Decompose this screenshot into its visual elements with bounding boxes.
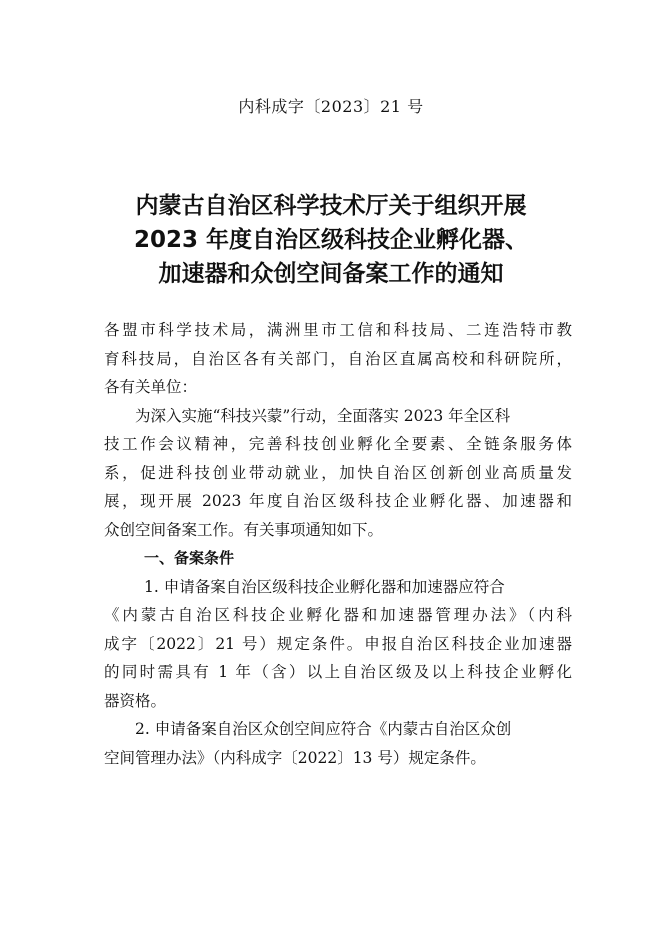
body-line: 空间管理办法》（内科成字〔2022〕13 号）规定条件。 (104, 748, 486, 767)
body-line: 众创空间备案工作。有关事项通知如下。 (104, 520, 384, 539)
body-line: 《内蒙古自治区科技企业孵化器和加速器管理办法》（内科 (104, 606, 572, 624)
document-body (104, 316, 572, 772)
body-line: 的同时需具有 1 年（含）以上自治区级及以上科技企业孵化 (104, 663, 572, 681)
body-line: 系，促进科技创业带动就业，加快自治区创新创业高质量发 (104, 463, 572, 482)
body-line: 各盟市科学技术局，满洲里市工信和科技局、二连浩特市教 (104, 321, 572, 339)
title-line: 2023 年度自治区级科技企业孵化器、 (133, 227, 529, 253)
body-line: 成字〔2022〕21 号）规定条件。申报自治区科技企业加速器 (104, 634, 572, 653)
title-line: 加速器和众创空间备案工作的通知 (158, 261, 504, 287)
body-line: 技工作会议精神，完善科技创业孵化全要素、全链条服务体 (104, 435, 572, 453)
body-line: 各有关单位： (104, 378, 198, 396)
body-line: 为深入实施“科技兴蒙”行动，全面落实 2023 年全区科 (135, 406, 511, 425)
body-line: 器资格。 (104, 691, 167, 710)
body-line: 1. 申请备案自治区级科技企业孵化器和加速器应符合 (144, 577, 505, 596)
document-number: 内科成字〔2023〕21 号 (238, 97, 424, 116)
document-title (0, 189, 662, 291)
body-line: 展，现开展 2023 年度自治区级科技企业孵化器、加速器和 (104, 492, 572, 510)
body-line: 育科技局，自治区各有关部门，自治区直属高校和科研院所， (104, 349, 572, 368)
section-heading: 一、备案条件 (144, 549, 235, 567)
body-line: 2. 申请备案自治区众创空间应符合《内蒙古自治区众创 (135, 720, 512, 738)
title-line: 内蒙古自治区科学技术厅关于组织开展 (135, 193, 527, 219)
